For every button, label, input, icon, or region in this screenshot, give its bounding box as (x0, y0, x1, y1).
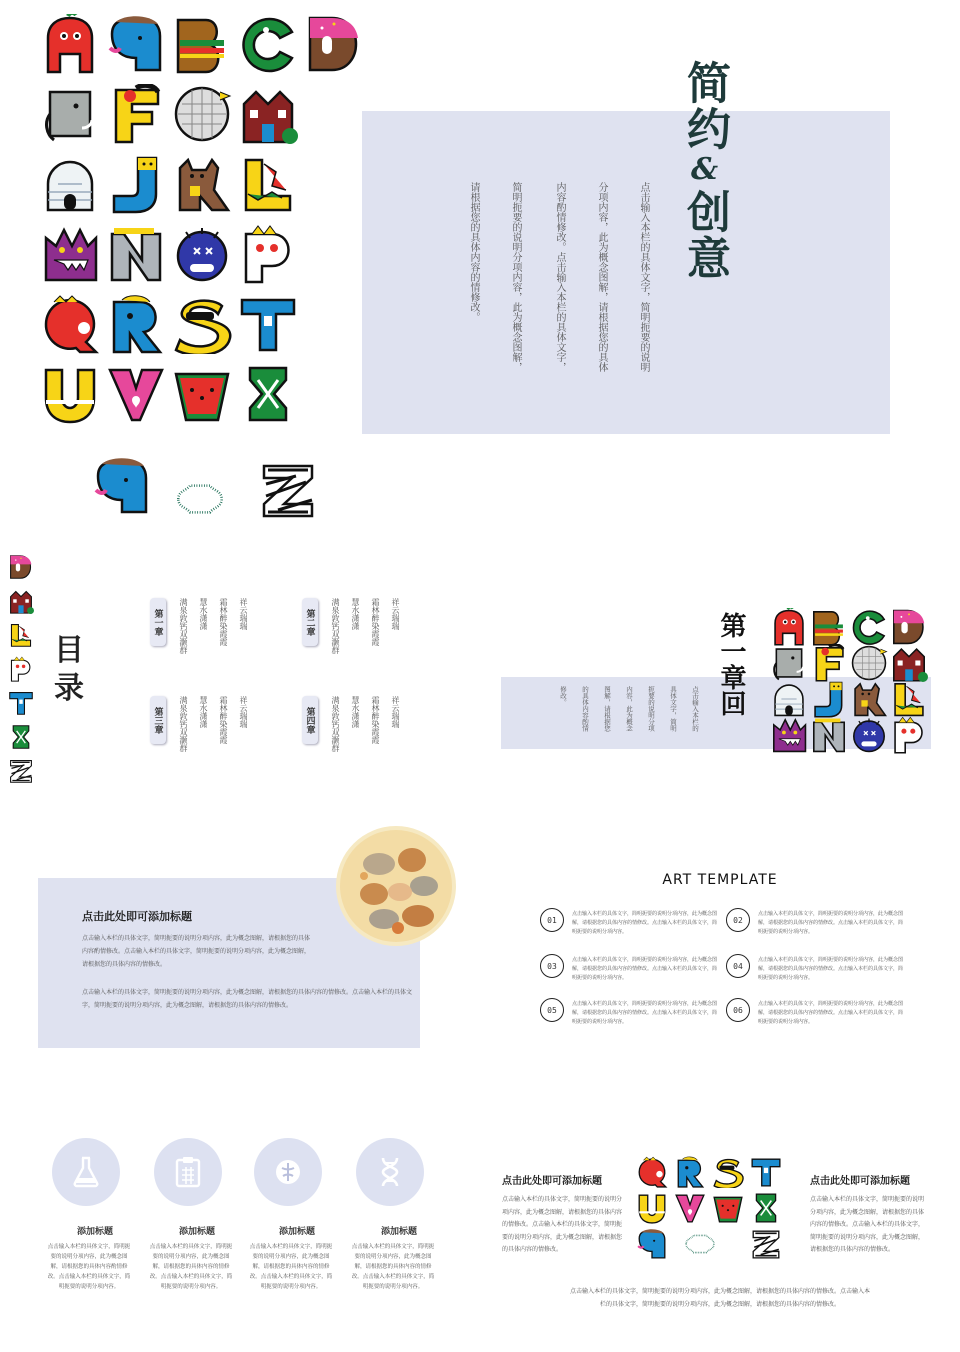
feature-icon-circle (254, 1138, 322, 1206)
art-item-text: 点击输入本栏的具体文字，简明扼要的说明分项内容，此为概念图解，请根据您的具体内容的情修改。点击输入本栏的具体文字，简明扼要的说明分项内容。 (572, 957, 718, 981)
slide-icons (0, 1086, 480, 1352)
chapter-body-text (560, 686, 700, 746)
toc-chapter-line: 慧水潇潇 (199, 696, 208, 728)
letter-o-tile (172, 224, 232, 284)
art-item-01 (540, 908, 720, 948)
art-item-text: 点击输入本栏的具体文字，简明扼要的说明分项内容，此为概念图解，请根据您的具体内容的情修改。点击输入本栏的具体文字，简明扼要的说明分项内容。 (572, 911, 718, 935)
letter-h-tile (238, 84, 298, 144)
letter-x-tile (750, 1192, 782, 1224)
art-template-title: ART TEMPLATE (662, 872, 778, 888)
art-item-02 (726, 908, 906, 948)
feature-icon-circle (52, 1138, 120, 1206)
alphabet-collage (40, 14, 380, 534)
feature-icon-circle (356, 1138, 424, 1206)
art-item-text: 点击输入本栏的具体文字，简明扼要的说明分项内容，此为概念图解，请根据您的具体内容的情修改。点击输入本栏的具体文字，简明扼要的说明分项内容。 (758, 1001, 904, 1025)
toc-chapter-line: 霜林醉染霞霞 (219, 598, 228, 646)
letter-v-tile (106, 364, 166, 424)
letter-u-tile (40, 364, 100, 424)
toc-chapter-line: 满泉敦钙双灏群 (179, 598, 188, 654)
feature-title: 添加标题 (178, 1227, 215, 1237)
toc-chapter-line: 霜林醉染霞霞 (219, 696, 228, 744)
letter-v-tile (674, 1192, 706, 1224)
letter-z-tile (258, 458, 318, 522)
strip-letter-h-tile (8, 586, 34, 616)
toc-chapter-line: 霜林醉染霞霞 (371, 696, 380, 744)
intro-animal-circle (334, 824, 458, 948)
cover-text-col-5: 请根据您的具体内容的情修改。 (468, 182, 479, 322)
letter-p-tile (890, 716, 928, 754)
art-item-text: 点击输入本栏的具体文字，简明扼要的说明分项内容，此为概念图解，请根据您的具体内容的情修改。点击输入本栏的具体文字，简明扼要的说明分项内容。 (758, 957, 904, 981)
slide-art-template (480, 816, 960, 1076)
toc-chapter-line: 祥云瑞瑞 (391, 598, 400, 630)
chapter-text-col: 的具体内容酌情 (581, 686, 589, 732)
feature-text: 点击输入本栏的具体文字，简明扼要的说明分项内容，此为概念图解，请根据您的具体内容的情修改。点击输入本栏的具体文字，简明扼要的说明分项内容。 (149, 1244, 233, 1290)
art-item-05 (540, 998, 720, 1038)
letter-j-tile (106, 154, 166, 214)
intro-para-2: 点击输入本栏的具体文字，简明扼要的说明分项内容，此为概念图解，请根据您的具体内容的情修改。点击输入本栏的具体文字，简明扼要的说明分项内容，此为概念图解，请根据您的具体内容的情修改。 (82, 989, 413, 1009)
strip-letter-t-tile (8, 688, 34, 718)
letter-k-tile (850, 680, 888, 718)
letter-g-tile (850, 644, 888, 682)
feature-item-1 (47, 1138, 138, 1348)
intro-para-1: 点击输入本栏的具体文字，简明扼要的说明分项内容，此为概念图解，请根据您的具体内容酌情修改。点击输入本栏的具体文字，简明扼要的说明分项内容，此为概念图解，请根据您的具体内容的情修改。 (82, 935, 311, 968)
letter-s-tile (172, 294, 232, 354)
cover-title-amp: & (687, 152, 722, 189)
toc-chapter-4[interactable] (302, 696, 412, 776)
s7-bottom-text: 点击输入本栏的具体文字，简明扼要的说明分项内容，此为概念图解，请根据您的具体内容的情修改。点击输入本栏的具体文字，简明扼要的说明分项内容，此为概念图解，请根据您的具体内容的情修改。 (570, 1288, 871, 1308)
letter-z-tile (750, 1228, 782, 1260)
toc-chapter-2[interactable] (302, 598, 412, 678)
cover-title (678, 60, 730, 281)
art-item-number: 03 (540, 954, 564, 978)
letter-p-tile (238, 224, 298, 284)
chapter-text-col: 扼要的说明分项 (647, 686, 655, 732)
letter-w-tile (172, 364, 232, 424)
feature-title: 添加标题 (278, 1227, 315, 1237)
art-item-number: 06 (726, 998, 750, 1022)
letter-c-tile (238, 14, 298, 74)
toc-chapter-line: 满泉敦钙双灏群 (331, 598, 340, 654)
toc-chapter-line: 祥云瑞瑞 (391, 696, 400, 728)
art-item-number: 05 (540, 998, 564, 1022)
letter-u-tile (636, 1192, 668, 1224)
feature-item-2 (149, 1138, 240, 1348)
feature-text: 点击输入本栏的具体文字，简明扼要的说明分项内容，此为概念图解，请根据您的具体内容酌情修改。点击输入本栏的具体文字，简明扼要的说明分项内容。 (47, 1244, 131, 1290)
letter-r-tile (674, 1156, 706, 1188)
chapter-text-col: 内容，此为概念 (625, 686, 633, 732)
letter-w-tile (712, 1192, 744, 1224)
letter-y-tile (106, 14, 166, 74)
toc-chapter-line: 祥云瑞瑞 (239, 598, 248, 630)
toc-chapter-line: 慧水潇潇 (199, 598, 208, 630)
feature-text: 点击输入本栏的具体文字，简明扼要的说明分项内容，此为概念图解，请根据您的具体内容的情修改。点击输入本栏的具体文字，简明扼要的说明分项内容。 (351, 1244, 435, 1290)
art-item-04 (726, 954, 906, 994)
toc-chapter-line: 满泉敦钙双灏群 (179, 696, 188, 752)
letter-m-tile (770, 716, 808, 754)
feature-title: 添加标题 (380, 1227, 417, 1237)
letter-i-tile (40, 154, 100, 214)
letter-d-tile (890, 608, 928, 646)
slide-intro (0, 816, 480, 1076)
cover-body-text (452, 182, 652, 412)
strip-letter-d-tile (8, 552, 34, 582)
cover-text-col-2: 分项内容，此为概念图解，请根据您的具体 (596, 182, 607, 372)
letter-r-tile (106, 294, 166, 354)
cover-text-col-3: 内容酌情修改。点击输入本栏的具体文字， (554, 182, 565, 372)
toc-chapter-label: 第三章 (150, 696, 166, 744)
s7-left-heading: 点击此处即可添加标题 (502, 1176, 602, 1187)
toc-chapter-line: 祥云瑞瑞 (239, 696, 248, 728)
cover-title-top: 简约 (679, 60, 730, 152)
strip-letter-z-tile (8, 756, 34, 786)
slide-collage-text (480, 1086, 960, 1352)
intro-heading: 点击此处即可添加标题 (82, 910, 192, 923)
toc-chapter-line: 慧水潇潇 (351, 696, 360, 728)
s7-collage (636, 1156, 786, 1266)
toc-title: 目录 (54, 633, 84, 706)
chapter-text-col: 具体文字，简明 (669, 686, 677, 732)
chapter-collage (770, 608, 930, 748)
slide-chapter (480, 548, 960, 808)
art-item-text: 点击输入本栏的具体文字，简明扼要的说明分项内容，此为概念图解，请根据您的具体内容的情修改。点击输入本栏的具体文字，简明扼要的说明分项内容。 (758, 911, 904, 935)
letter-j-tile (810, 680, 848, 718)
toc-side-strip (8, 552, 36, 802)
letter-e-tile (770, 644, 808, 682)
art-item-03 (540, 954, 720, 994)
toc-chapter-line: 慧水潇潇 (351, 598, 360, 630)
toc-chapter-1[interactable] (150, 598, 260, 678)
letter-c-tile (850, 608, 888, 646)
art-item-number: 04 (726, 954, 750, 978)
letter-h-tile (890, 644, 928, 682)
letter-y-tile (636, 1228, 668, 1260)
chapter-text-col: 图解，请根据您 (603, 686, 611, 732)
letter-b-tile (172, 14, 232, 74)
plate-tile (152, 474, 248, 524)
toc-chapter-line: 霜林醉染霞霞 (371, 598, 380, 646)
toc-chapter-label: 第二章 (302, 598, 318, 646)
toc-chapter-line: 满泉敦钙双灏群 (331, 696, 340, 752)
feature-title: 添加标题 (76, 1227, 113, 1237)
feature-item-3 (249, 1138, 340, 1348)
strip-letter-p-tile (8, 654, 34, 684)
strip-letter-l-tile (8, 620, 34, 650)
s7-left-text: 点击输入本栏的具体文字，简明扼要的说明分项内容，此为概念图解，请根据您的具体内容的情修改。点击输入本栏的具体文字，简明扼要的说明分项内容，此为概念图解，请根据您的具体内容的情修改。 (502, 1196, 623, 1253)
cover-title-bottom: 创意 (679, 189, 730, 281)
feature-icon-circle (154, 1138, 222, 1206)
letter-t-tile (750, 1156, 782, 1188)
letter-q-tile (636, 1156, 668, 1188)
toc-chapter-label: 第四章 (302, 696, 318, 744)
letter-f-tile (106, 84, 166, 144)
chapter-text-col: 修改。 (559, 686, 567, 706)
letter-i-tile (770, 680, 808, 718)
s7-right-heading: 点击此处即可添加标题 (810, 1176, 910, 1187)
letter-a-tile (770, 608, 808, 646)
art-item-number: 02 (726, 908, 750, 932)
letter-l-tile (238, 154, 298, 214)
strip-letter-x-tile (8, 722, 34, 752)
plate-tile (672, 1228, 728, 1260)
letter-s-tile (712, 1156, 744, 1188)
feature-text: 点击输入本栏的具体文字，简明扼要的说明分项内容，此为概念图解，请根据您的具体内容的情修改。点击输入本栏的具体文字，简明扼要的说明分项内容。 (249, 1244, 333, 1290)
chapter-title: 第一章回 (716, 612, 746, 716)
letter-t-tile (238, 294, 298, 354)
letter-n-tile (810, 716, 848, 754)
art-item-06 (726, 998, 906, 1038)
letter-l-tile (890, 680, 928, 718)
letter-b-tile (810, 608, 848, 646)
letter-o-tile (850, 716, 888, 754)
letter-q-tile (40, 294, 100, 354)
letter-e-tile (40, 84, 100, 144)
letter-g-tile (172, 84, 232, 144)
toc-chapter-3[interactable] (150, 696, 260, 776)
chapter-text-col: 点击输入本栏的 (691, 686, 699, 732)
letter-x-tile (238, 364, 298, 424)
letter-m-tile (40, 224, 100, 284)
letter-f-tile (810, 644, 848, 682)
slide-toc (0, 548, 480, 808)
feature-item-4 (351, 1138, 442, 1348)
letter-n-tile (106, 224, 166, 284)
letter-y-tile (92, 454, 152, 518)
art-item-number: 01 (540, 908, 564, 932)
cover-text-col-4: 简明扼要的说明分项内容，此为概念图解， (510, 182, 521, 372)
art-item-text: 点击输入本栏的具体文字，简明扼要的说明分项内容，此为概念图解，请根据您的具体内容的情修改。点击输入本栏的具体文字，简明扼要的说明分项内容。 (572, 1001, 718, 1025)
slide-cover (0, 0, 960, 540)
s7-right-text: 点击输入本栏的具体文字，简明扼要的说明分项内容，此为概念图解，请根据您的具体内容的情修改。点击输入本栏的具体文字，简明扼要的说明分项内容，此为概念图解，请根据您的具体内容的情修改。 (810, 1196, 925, 1253)
letter-a-tile (40, 14, 100, 74)
toc-chapter-label: 第一章 (150, 598, 166, 646)
letter-k-tile (172, 154, 232, 214)
letter-d-tile (304, 14, 364, 74)
cover-text-col-1: 点击输入本栏的具体文字，简明扼要的说明 (638, 182, 649, 372)
